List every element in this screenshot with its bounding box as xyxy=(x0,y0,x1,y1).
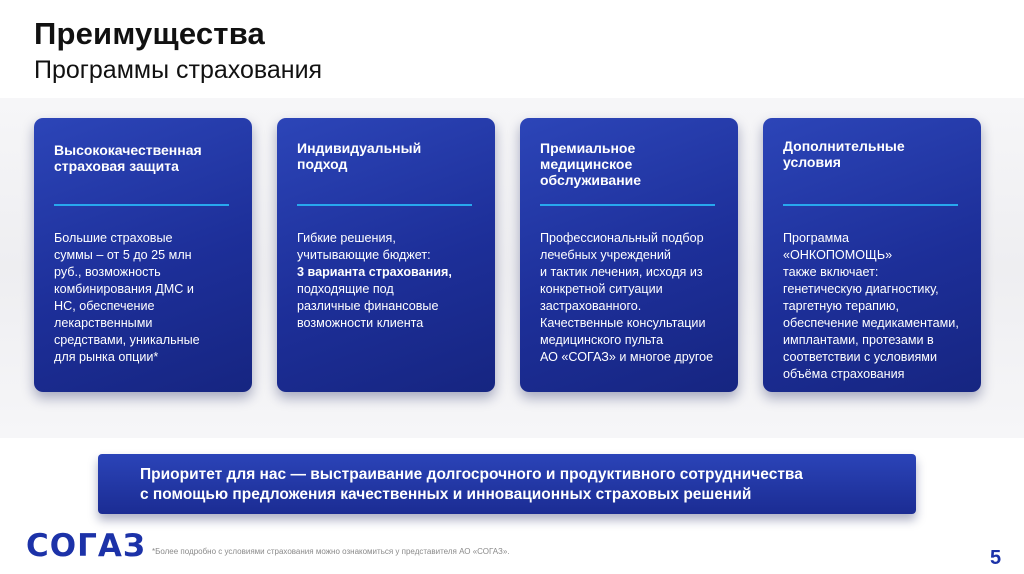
card-premium-service xyxy=(520,118,738,392)
card-body: Профессиональный подбор лечебных учреждений и тактик лечения, исходя из конкретной ситуации застрахованного. Качественные консультации медицинского пульта АО «СОГАЗ» и многое другое xyxy=(540,231,714,364)
card-divider xyxy=(783,204,958,206)
priority-banner xyxy=(98,454,916,514)
card-divider xyxy=(540,204,715,206)
highlight-line: 3 варианта страхования, xyxy=(297,265,452,279)
priority-text: Приоритет для нас — выстраивание долгосрочного и продуктивного сотрудничества с помощью предложения качественных и инновационных страховых решений xyxy=(140,466,803,503)
card-divider xyxy=(54,204,229,206)
card-heading: Дополнительные условия xyxy=(783,138,905,170)
card-heading: Индивидуальный подход xyxy=(297,140,422,172)
card-additional-conditions xyxy=(763,118,981,392)
card-individual-approach xyxy=(277,118,495,392)
card-body: Большие страховые суммы – от 5 до 25 млн руб., возможность комбинирования ДМС и НС, обеспечение лекарственными средствами, уникальные для рынка опции* xyxy=(54,231,200,364)
page-title: Преимущества xyxy=(34,16,265,51)
page-subtitle: Программы страхования xyxy=(34,56,323,84)
page-number: 5 xyxy=(990,547,1002,569)
card-quality-protection xyxy=(34,118,252,392)
card-body: Гибкие решения, учитывающие бюджет: 3 варианта страхования, подходящие под различные финансовые возможности клиента xyxy=(297,230,489,332)
card-heading: Высококачественная страховая защита xyxy=(54,142,202,174)
sogaz-logo: СОГАЗ xyxy=(26,528,146,564)
card-heading: Премиальное медицинское обслуживание xyxy=(540,140,642,188)
card-divider xyxy=(297,204,472,206)
card-body: Программа «ОНКОПОМОЩЬ» также включает: генетическую диагностику, таргетную терапию, обеспечение медикаментами, имплантами, протезами в соответствии с условиями объёма страхования xyxy=(783,231,959,381)
footnote: *Более подробно с условиями страхования можно ознакомиться у представителя АО «СОГАЗ». xyxy=(152,547,510,556)
